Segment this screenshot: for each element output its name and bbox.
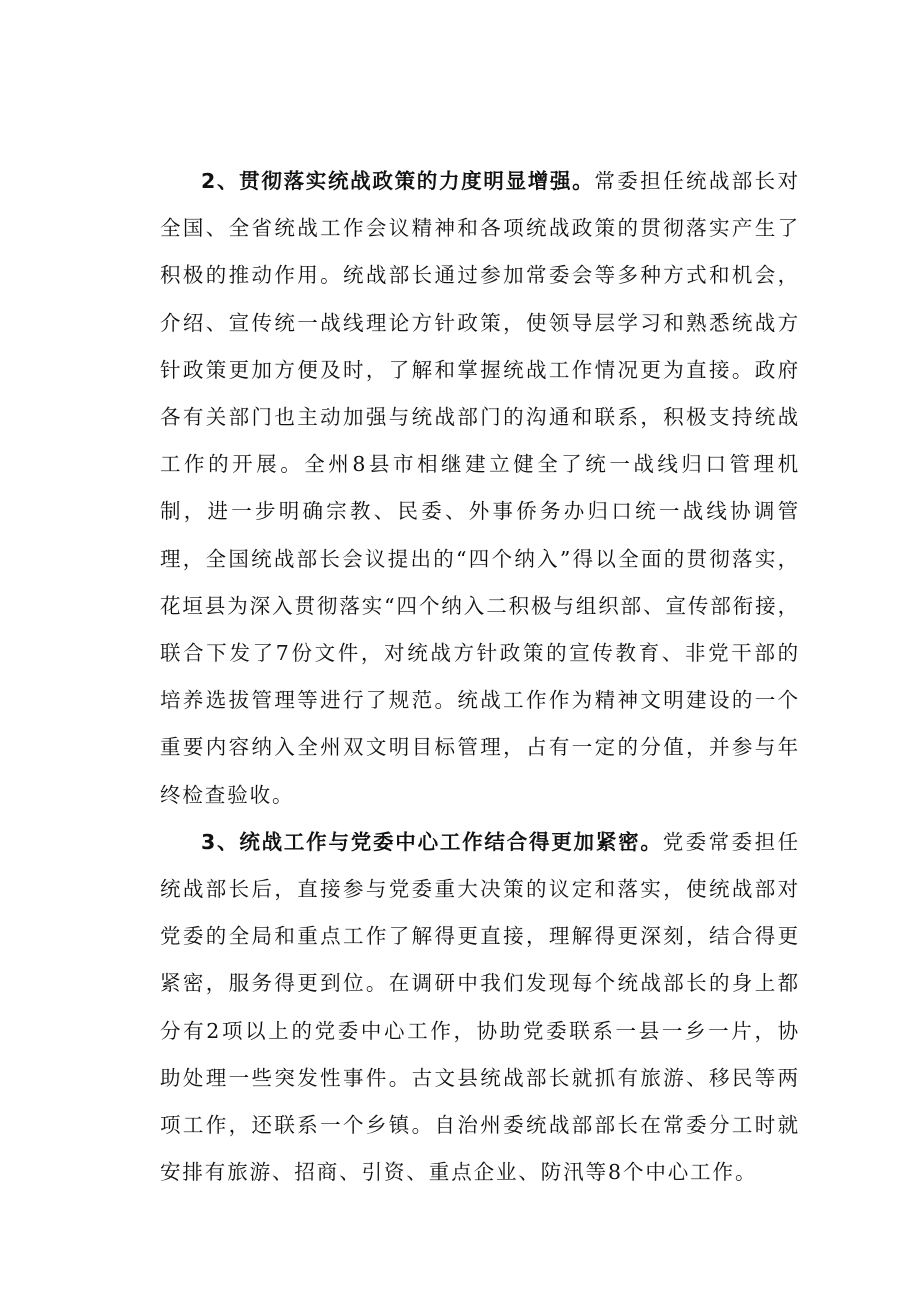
section-2-heading: 2、贯彻落实统战政策的力度明显增强。 — [201, 169, 595, 193]
section-3-heading: 3、统战工作与党委中心工作结合得更加紧密。 — [201, 829, 663, 854]
paragraph-section-3 — [160, 819, 800, 1197]
document-body — [160, 158, 800, 1196]
paragraph-section-2 — [160, 158, 800, 819]
section-3-body: 党委常委担任统战部长后，直接参与党委重大决策的议定和落实，使统战部对党委的全局和重点工作了解得更直接，理解得更深刻，结合得更紧密，服务得更到位。在调研中我们发现每个统战部长的身上都分有2项以上的党委中心工作，协助党委联系一县一乡一片，协助处理一些突发性事件。古文县统战部长就抓有旅游、移民等两项工作，还联系一个乡镇。自治州委统战部部长在常委分工时就安排有旅游、招商、引资、重点企业、防汛等8个中心工作。 — [160, 829, 800, 1185]
section-2-body: 常委担任统战部长对全国、全省统战工作会议精神和各项统战政策的贯彻落实产生了积极的推动作用。统战部长通过参加常委会等多种方式和机会，介绍、宣传统一战线理论方针政策，使领导层学习和熟悉统战方针政策更加方便及时，了解和掌握统战工作情况更为直接。政府各有关部门也主动加强与统战部门的沟通和联系，积极支持统战工作的开展。全州8县市相继建立健全了统一战线归口管理机制，进一步明确宗教、民委、外事侨务办归口统一战线协调管理，全国统战部长会议提出的“四个纳入”得以全面的贯彻落实，花垣县为深入贯彻落实“四个纳入二积极与组织部、宣传部衔接，联合下发了7份文件，对统战方针政策的宣传教育、非党干部的培养选拔管理等进行了规范。统战工作作为精神文明建设的一个重要内容纳入全州双文明目标管理，占有一定的分值，并参与年终检查验收。 — [160, 169, 800, 807]
